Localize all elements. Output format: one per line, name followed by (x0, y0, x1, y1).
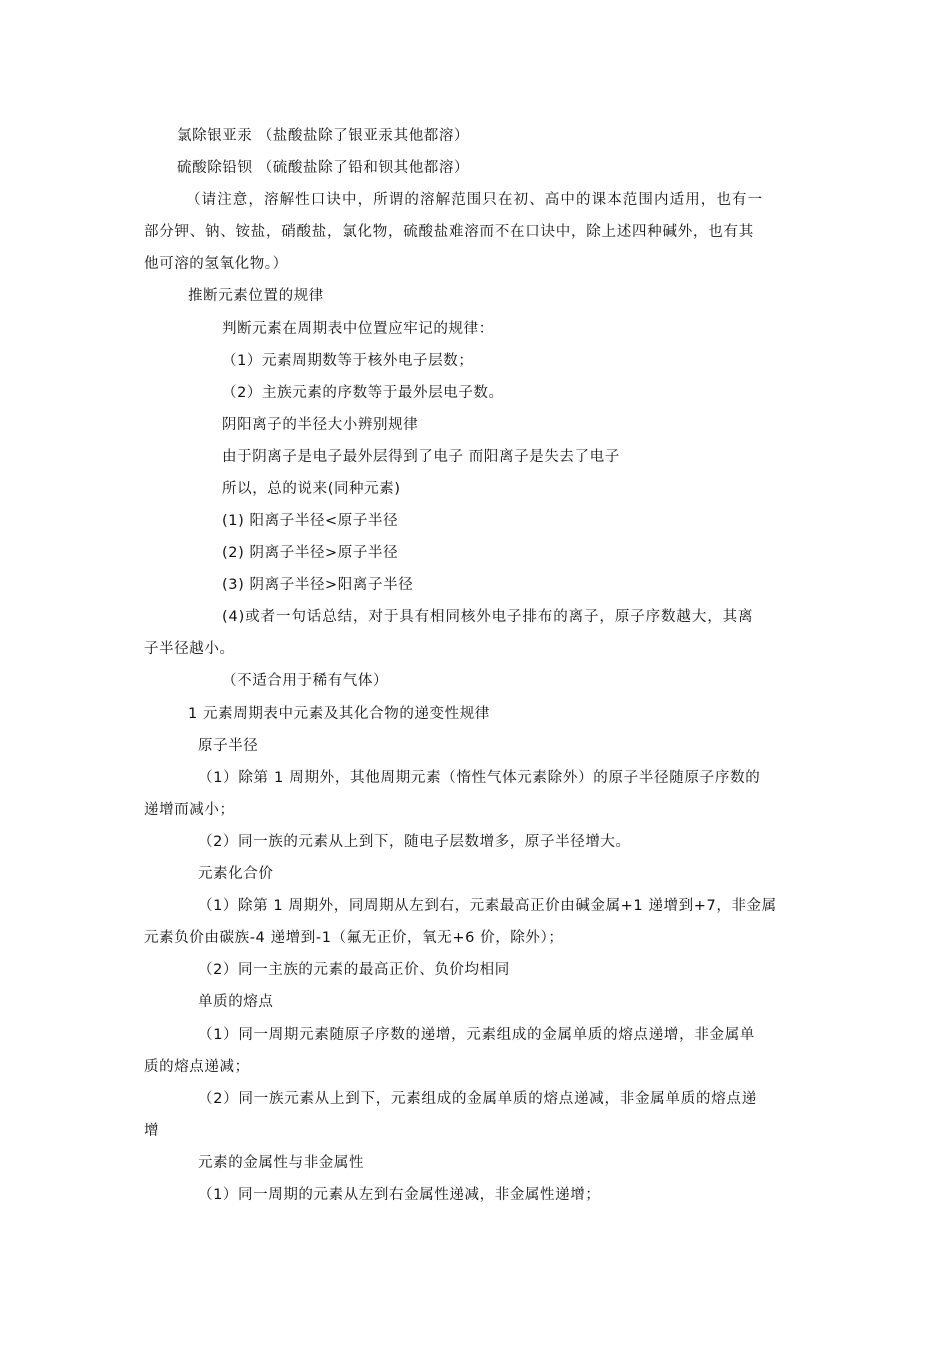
text-line: （2）同一族元素从上到下，元素组成的金属单质的熔点递减，非金属单质的熔点递 (198, 1091, 757, 1107)
text-line: （2）同一主族的元素的最高正价、负价均相同 (198, 962, 510, 978)
section-heading: 元素的金属性与非金属性 (198, 1155, 365, 1171)
text-line: （1）同一周期元素随原子序数的递增，元素组成的金属单质的熔点递增，非金属单 (198, 1027, 756, 1043)
text-line: (4)或者一句话总结，对于具有相同核外电子排布的离子，原子序数越大，其离 (222, 609, 754, 625)
section-heading: 阴阳离子的半径大小辨别规律 (222, 417, 419, 433)
text-line: 氯除银亚汞 （盐酸盐除了银亚汞其他都溶） (177, 128, 470, 144)
section-heading: 元素化合价 (198, 866, 274, 882)
text-line: 递增而减小； (144, 802, 235, 818)
text-line: (2) 阴离子半径>原子半径 (222, 545, 399, 561)
text-line: (1) 阳离子半径<原子半径 (222, 513, 399, 529)
text-line: 增 (144, 1123, 160, 1139)
text-line: 质的熔点递减； (144, 1059, 250, 1075)
text-line: （2）主族元素的序数等于最外层电子数。 (222, 385, 504, 401)
text-line: (3) 阴离子半径>阳离子半径 (222, 577, 414, 593)
text-line: （2）同一族的元素从上到下，随电子层数增多，原子半径增大。 (198, 834, 631, 850)
text-line: 部分钾、钠、铵盐，硝酸盐，氯化物，硫酸盐难溶而不在口诀中，除上述四种碱外，也有其 (144, 224, 754, 240)
text-line: （请注意，溶解性口诀中，所谓的溶解范围只在初、高中的课本范围内适用，也有一 (186, 192, 764, 208)
text-line: （1）元素周期数等于核外电子层数； (222, 353, 474, 369)
text-line: （1）同一周期的元素从左到右金属性递减，非金属性递增； (198, 1187, 601, 1203)
text-line: 硫酸除铅钡 （硫酸盐除了铅和钡其他都溶） (177, 160, 470, 176)
text-line: 他可溶的氢氧化物。） (144, 256, 288, 272)
text-line: 由于阴离子是电子最外层得到了电子 而阳离子是失去了电子 (222, 449, 620, 465)
section-heading: 推断元素位置的规律 (188, 288, 324, 304)
section-heading: 单质的熔点 (198, 994, 274, 1010)
text-line: （不适合用于稀有气体） (222, 673, 389, 689)
text-line: （1）除第 1 周期外，其他周期元素（惰性气体元素除外）的原子半径随原子序数的 (198, 770, 761, 786)
section-heading: 原子半径 (198, 738, 259, 754)
text-line: 子半径越小。 (144, 641, 235, 657)
text-line: 判断元素在周期表中位置应牢记的规律： (222, 321, 494, 337)
text-line: （1）除第 1 周期外，同周期从左到右，元素最高正价由碱金属+1 递增到+7，非金属 (198, 898, 777, 914)
text-line: 所以，总的说来(同种元素) (222, 481, 401, 497)
section-heading: 1 元素周期表中元素及其化合物的递变性规律 (188, 706, 490, 722)
text-line: 元素负价由碳族-4 递增到-1（氟无正价，氧无+6 价，除外）； (144, 930, 564, 946)
